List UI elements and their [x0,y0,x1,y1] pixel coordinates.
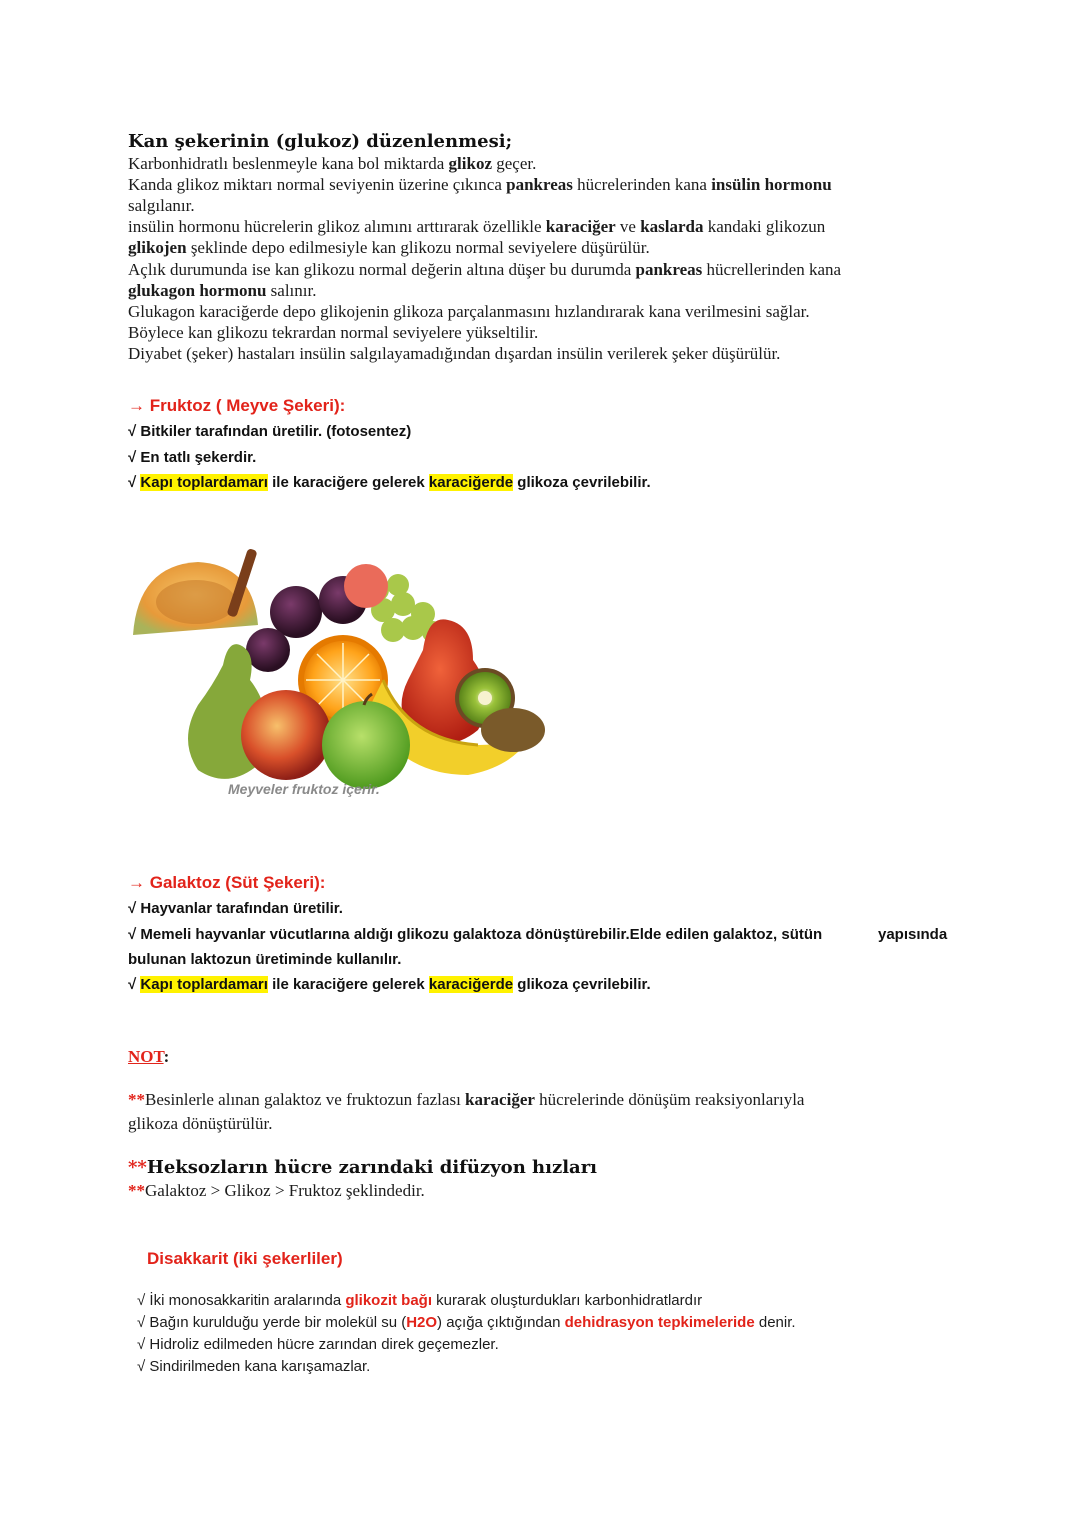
section-title: Kan şekerinin (glukoz) düzenlenmesi; [128,131,513,152]
disakkarit-heading: Disakkarit (iki şekerliler) [147,1249,343,1268]
paragraph-line: Karbonhidratlı beslenmeyle kana bol miktarda glikoz geçer. [128,154,537,173]
disakkarit-bullet: √ Hidroliz edilmeden hücre zarından direk geçemezler. [137,1336,499,1353]
image-caption: Meyveler fruktoz içerir. [228,781,380,797]
paragraph-line: Açlık durumunda ise kan glikozu normal değerin altına düşer bu durumda pankreas hücrellerinden kana [128,260,842,279]
paragraph-line: Glukagon karaciğerde depo glikojenin glikoza parçalanmasını hızlandırarak kana verilmesini sağlar. [128,302,810,321]
fruktoz-bullet: √ En tatlı şekerdir. [128,449,257,466]
galaktoz-bullet-continued: bulunan laktozun üretiminde kullanılır. [128,951,402,968]
fruit-illustration [128,540,548,820]
disakkarit-bullet: √ İki monosakkaritin aralarında glikozit bağı kurarak oluşturdukları karbonhidratlardır [137,1292,703,1309]
galaktoz-bullet: √ Kapı toplardamarı ile karaciğere gelerek karaciğerde glikoza çevrilebilir. [128,976,651,993]
paragraph-line: Kanda glikoz miktarı normal seviyenin üzerine çıkınca pankreas hücrelerinden kana insülin hormonu [128,175,832,194]
fruktoz-bullet: √ Kapı toplardamarı ile karaciğere gelerek karaciğerde glikoza çevrilebilir. [128,474,651,491]
galaktoz-bullet-continued: yapısında [878,926,948,943]
paragraph-line: salgılanır. [128,196,195,215]
highlight: Kapı toplardamarı [140,474,268,491]
paragraph-line: glukagon hormonu salınır. [128,281,317,300]
note-paragraph: **Besinlerle alınan galaktoz ve fruktozun fazlası karaciğer hücrelerinde dönüşüm reaksiyonlarıyla [128,1090,805,1109]
paragraph-line: Böylece kan glikozu tekrardan normal seviyelere yükseltilir. [128,323,539,342]
disakkarit-bullet: √ Sindirilmeden kana karışamazlar. [137,1358,371,1375]
fruktoz-bullet: √ Bitkiler tarafından üretilir. (fotosentez) [128,423,412,440]
note-label: NOT: [128,1047,170,1066]
fruktoz-heading: → Fruktoz ( Meyve Şekeri): [128,396,346,415]
hexose-heading: **Heksozların hücre zarındaki difüzyon hızları [128,1157,598,1178]
galaktoz-bullet: √ Memeli hayvanlar vücutlarına aldığı glikozu galaktoza dönüştürebilir.Elde edilen galaktoz, sütün [128,926,823,943]
paragraph-line: Diyabet (şeker) hastaları insülin salgılayamadığından dışardan insülin verilerek şeker düşürülür. [128,344,781,363]
hexose-rate: **Galaktoz > Glikoz > Fruktoz şeklindedir. [128,1181,425,1200]
galaktoz-heading: → Galaktoz (Süt Şekeri): [128,873,326,892]
paragraph-line: insülin hormonu hücrelerin glikoz alımını arttırarak özellikle karaciğer ve kaslarda kandaki glikozun [128,217,826,236]
highlight: karaciğerde [428,976,514,993]
highlight: Kapı toplardamarı [140,976,268,993]
disakkarit-bullet: √ Bağın kurulduğu yerde bir molekül su (H2O) açığa çıktığından dehidrasyon tepkimeleride denir. [137,1314,796,1331]
galaktoz-bullet: √ Hayvanlar tarafından üretilir. [128,900,343,917]
paragraph-line: glikojen şeklinde depo edilmesiyle kan glikozu normal seviyelere düşürülür. [128,238,650,257]
highlight: karaciğerde [428,474,514,491]
note-paragraph: glikoza dönüştürülür. [128,1114,273,1133]
